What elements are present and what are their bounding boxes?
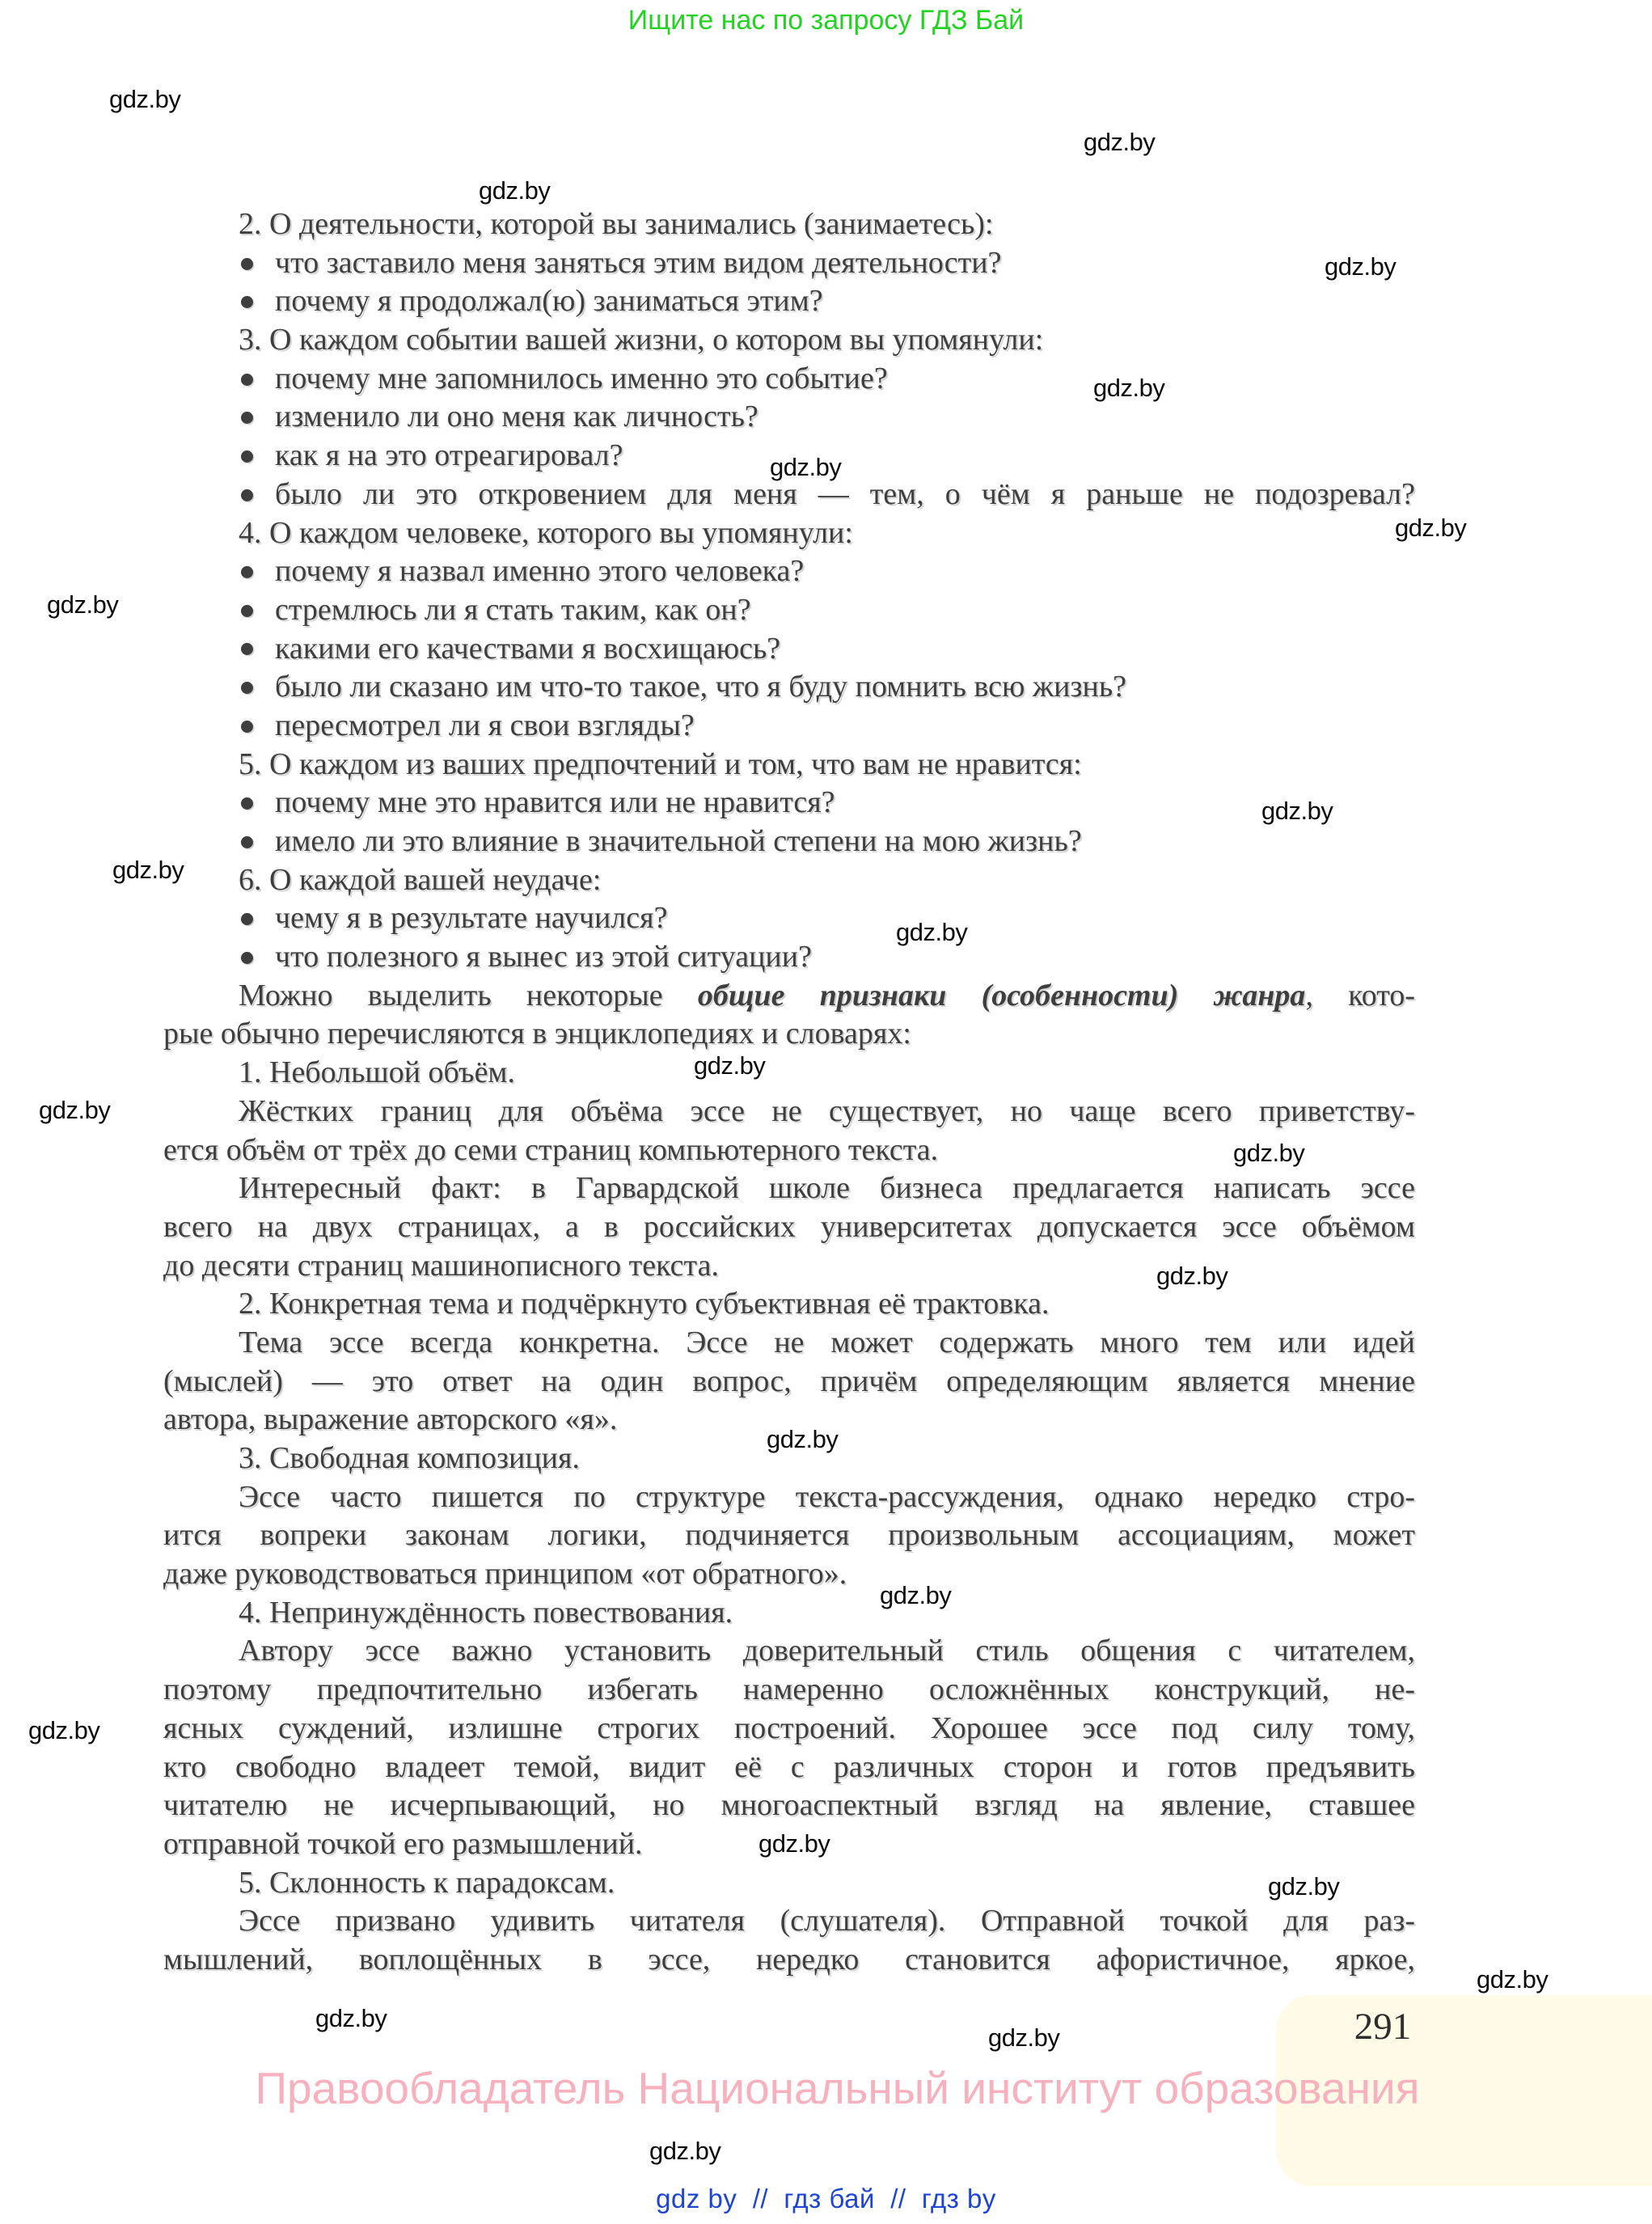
text-line: [163, 1324, 1415, 1363]
text-line: [163, 977, 1415, 1016]
text-fragment: Жёстких границ для объёма эссе не существует, но чаще всего приветству-: [239, 1093, 1415, 1128]
gdz-watermark: gdz.by: [1395, 514, 1467, 542]
text-line: [163, 1131, 1415, 1170]
text-line: [163, 1169, 1415, 1208]
emphasized-phrase: общие признаки (особенности) жанра: [697, 978, 1306, 1013]
bullet-icon: [241, 258, 253, 270]
gdz-watermark: gdz.by: [109, 85, 181, 113]
text-fragment: мышлений, воплощённых в эссе, нередко становится афористичное, яркое,: [163, 1942, 1415, 1977]
text-fragment: рые обычно перечисляются в энциклопедиях и словарях:: [163, 1017, 911, 1051]
text-fragment: имело ли это влияние в значительной степени на мою жизнь?: [275, 824, 1082, 858]
text-fragment: 3. О каждом событии вашей жизни, о котором вы упомянули:: [239, 323, 1044, 357]
text-fragment: Автору эссе важно установить доверительный стиль общения с читателем,: [239, 1634, 1415, 1668]
page-number: 291: [1354, 2006, 1412, 2048]
text-fragment: какими его качествами я восхищаюсь?: [275, 631, 781, 666]
text-line: [163, 1015, 1415, 1054]
gdz-watermark: gdz.by: [1268, 1872, 1340, 1901]
text-fragment: читателю не исчерпывающий, но многоаспектный взгляд на явление, ставшее: [163, 1788, 1415, 1823]
bullet-icon: [241, 605, 253, 617]
text-fragment: 5. О каждом из ваших предпочтений и том, что вам не нравится:: [239, 746, 1082, 781]
text-fragment: всего на двух страницах, а в российских университетах допускается эссе объёмом: [163, 1209, 1415, 1244]
text-line: [163, 1285, 1415, 1324]
text-fragment: почему мне запомнилось именно это событие?: [275, 361, 888, 395]
bullet-icon: [241, 489, 253, 501]
text-fragment: кто свободно владеет темой, видит её с различных сторон и готов предъявить: [163, 1749, 1415, 1784]
text-line: [163, 1555, 1415, 1594]
text-fragment: 2. О деятельности, которой вы занимались (занимаетесь):: [239, 207, 994, 241]
gdz-watermark: gdz.by: [694, 1051, 766, 1080]
text-line: [163, 1093, 1415, 1131]
text-line: [163, 746, 1415, 784]
bullet-icon: [241, 682, 253, 694]
text-line: [163, 398, 1415, 437]
text-fragment: 4. О каждом человеке, которого вы упомянули:: [239, 515, 853, 550]
text-line: [163, 630, 1415, 669]
text-line: [163, 1902, 1415, 1941]
promo-banner: Ищите нас по запросу ГДЗ Бай: [627, 5, 1025, 36]
text-line: [163, 822, 1415, 861]
text-line: [163, 861, 1415, 900]
bullet-icon: [241, 913, 253, 925]
text-line: [163, 1363, 1415, 1402]
gdz-watermark: gdz.by: [1084, 128, 1156, 156]
text-fragment: 6. О каждой вашей неудаче:: [239, 862, 602, 897]
gdz-watermark: gdz.by: [1477, 1965, 1548, 1994]
text-fragment: , кото-: [1305, 978, 1415, 1013]
text-line: [163, 1632, 1415, 1671]
text-line: [163, 1671, 1415, 1710]
text-fragment: изменило ли оно меня как личность?: [275, 400, 758, 434]
text-line: [163, 205, 1415, 244]
text-line: [163, 784, 1415, 822]
text-line: [163, 282, 1415, 321]
text-line: [163, 321, 1415, 360]
text-fragment: поэтому предпочтительно избегать намеренно осложнённых конструкций, не-: [163, 1672, 1415, 1707]
bullet-icon: [241, 412, 253, 424]
gdz-watermark: gdz.by: [1233, 1139, 1305, 1167]
bullet-icon: [241, 952, 253, 964]
text-line: [163, 360, 1415, 399]
gdz-watermark: gdz.by: [39, 1096, 111, 1124]
text-line: [163, 707, 1415, 746]
text-fragment: чему я в результате научился?: [275, 901, 668, 936]
text-fragment: ется объём от трёх до семи страниц компьютерного текста.: [163, 1132, 939, 1167]
text-fragment: стремлюсь ли я стать таким, как он?: [275, 592, 751, 627]
gdz-watermark: gdz.by: [896, 918, 968, 946]
gdz-watermark: gdz.by: [758, 1829, 830, 1858]
gdz-watermark: gdz.by: [988, 2023, 1060, 2052]
gdz-watermark: gdz.by: [1325, 252, 1396, 281]
text-fragment: Интересный факт: в Гарвардской школе бизнеса предлагается написать эссе: [239, 1171, 1415, 1206]
gdz-watermark: gdz.by: [112, 856, 184, 884]
text-fragment: 1. Небольшой объём.: [239, 1055, 515, 1090]
text-line: [163, 591, 1415, 630]
gdz-watermark: gdz.by: [649, 2137, 721, 2165]
text-line: [163, 1941, 1415, 1980]
bullet-icon: [241, 296, 253, 308]
text-line: [163, 899, 1415, 938]
text-line: [163, 1208, 1415, 1247]
text-fragment: 3. Свободная композиция.: [239, 1441, 580, 1475]
bullet-icon: [241, 374, 253, 386]
text-line: [163, 1594, 1415, 1633]
gdz-watermark: gdz.by: [315, 2004, 387, 2032]
gdz-watermark: gdz.by: [767, 1425, 839, 1453]
text-fragment: Эссе призвано удивить читателя (слушателя). Отправной точкой для раз-: [239, 1904, 1415, 1939]
text-fragment: пересмотрел ли я свои взгляды?: [275, 708, 695, 742]
bullet-icon: [241, 643, 253, 655]
bullet-icon: [241, 450, 253, 463]
text-fragment: ится вопреки законам логики, подчиняется произвольным ассоциациям, может: [163, 1518, 1415, 1553]
text-line: [163, 938, 1415, 977]
copyright-text: Правообладатель Национальный институт образования: [255, 2063, 1420, 2113]
text-line: [163, 1054, 1415, 1093]
text-line: [163, 1748, 1415, 1787]
gdz-watermark: gdz.by: [770, 453, 842, 481]
text-fragment: почему я продолжал(ю) заниматься этим?: [275, 284, 823, 319]
bullet-icon: [241, 836, 253, 848]
text-fragment: Тема эссе всегда конкретна. Эссе не может содержать много тем или идей: [239, 1325, 1415, 1359]
text-fragment: 5. Склонность к парадоксам.: [239, 1865, 615, 1900]
text-fragment: было ли это откровением для меня — тем, о чём я раньше не подозревал?: [275, 476, 1415, 511]
gdz-watermark: gdz.by: [28, 1716, 100, 1744]
text-fragment: 2. Конкретная тема и подчёркнуто субъективная её трактовка.: [239, 1287, 1050, 1321]
text-fragment: было ли сказано им что-то такое, что я буду помнить всю жизнь?: [275, 670, 1127, 704]
text-fragment: ясных суждений, излишне строгих построений. Хорошее эссе под силу тому,: [163, 1710, 1415, 1745]
text-fragment: даже руководствоваться принципом «от обратного».: [163, 1557, 847, 1592]
bullet-icon: [241, 797, 253, 810]
text-line: [163, 1516, 1415, 1555]
text-fragment: (мыслей) — это ответ на один вопрос, причём определяющим является мнение: [163, 1364, 1415, 1398]
text-line: [163, 552, 1415, 591]
bullet-icon: [241, 566, 253, 578]
gdz-watermark: gdz.by: [1093, 374, 1165, 402]
text-line: [163, 668, 1415, 707]
gdz-watermark: gdz.by: [479, 176, 551, 205]
text-fragment: почему я назвал именно этого человека?: [275, 554, 805, 589]
text-fragment: до десяти страниц машинописного текста.: [163, 1248, 719, 1283]
text-line: [163, 244, 1415, 283]
gdz-watermark: gdz.by: [880, 1581, 952, 1609]
text-fragment: 4. Непринуждённость повествования.: [239, 1595, 733, 1630]
text-line: [163, 514, 1415, 553]
text-line: [163, 1864, 1415, 1903]
footer-links: gdz by // гдз бай // гдз by: [656, 2184, 996, 2213]
gdz-watermark: gdz.by: [1156, 1262, 1228, 1290]
text-line: [163, 1710, 1415, 1748]
text-fragment: Эссе часто пишется по структуре текста-рассуждения, однако нередко стро-: [239, 1479, 1415, 1514]
gdz-watermark: gdz.by: [1261, 797, 1333, 825]
text-fragment: почему мне это нравится или не нравится?: [275, 785, 835, 820]
text-fragment: отправной точкой его размышлений.: [163, 1826, 643, 1861]
text-fragment: что заставило меня заняться этим видом деятельности?: [275, 245, 1002, 280]
bullet-icon: [241, 721, 253, 733]
gdz-watermark: gdz.by: [47, 590, 119, 619]
text-fragment: что полезного я вынес из этой ситуации?: [275, 940, 812, 975]
text-line: [163, 1478, 1415, 1517]
text-fragment: как я на это отреагировал?: [275, 438, 623, 473]
text-line: [163, 1786, 1415, 1825]
text-fragment: Можно выделить некоторые: [239, 978, 698, 1013]
text-fragment: автора, выражение авторского «я».: [163, 1402, 618, 1437]
